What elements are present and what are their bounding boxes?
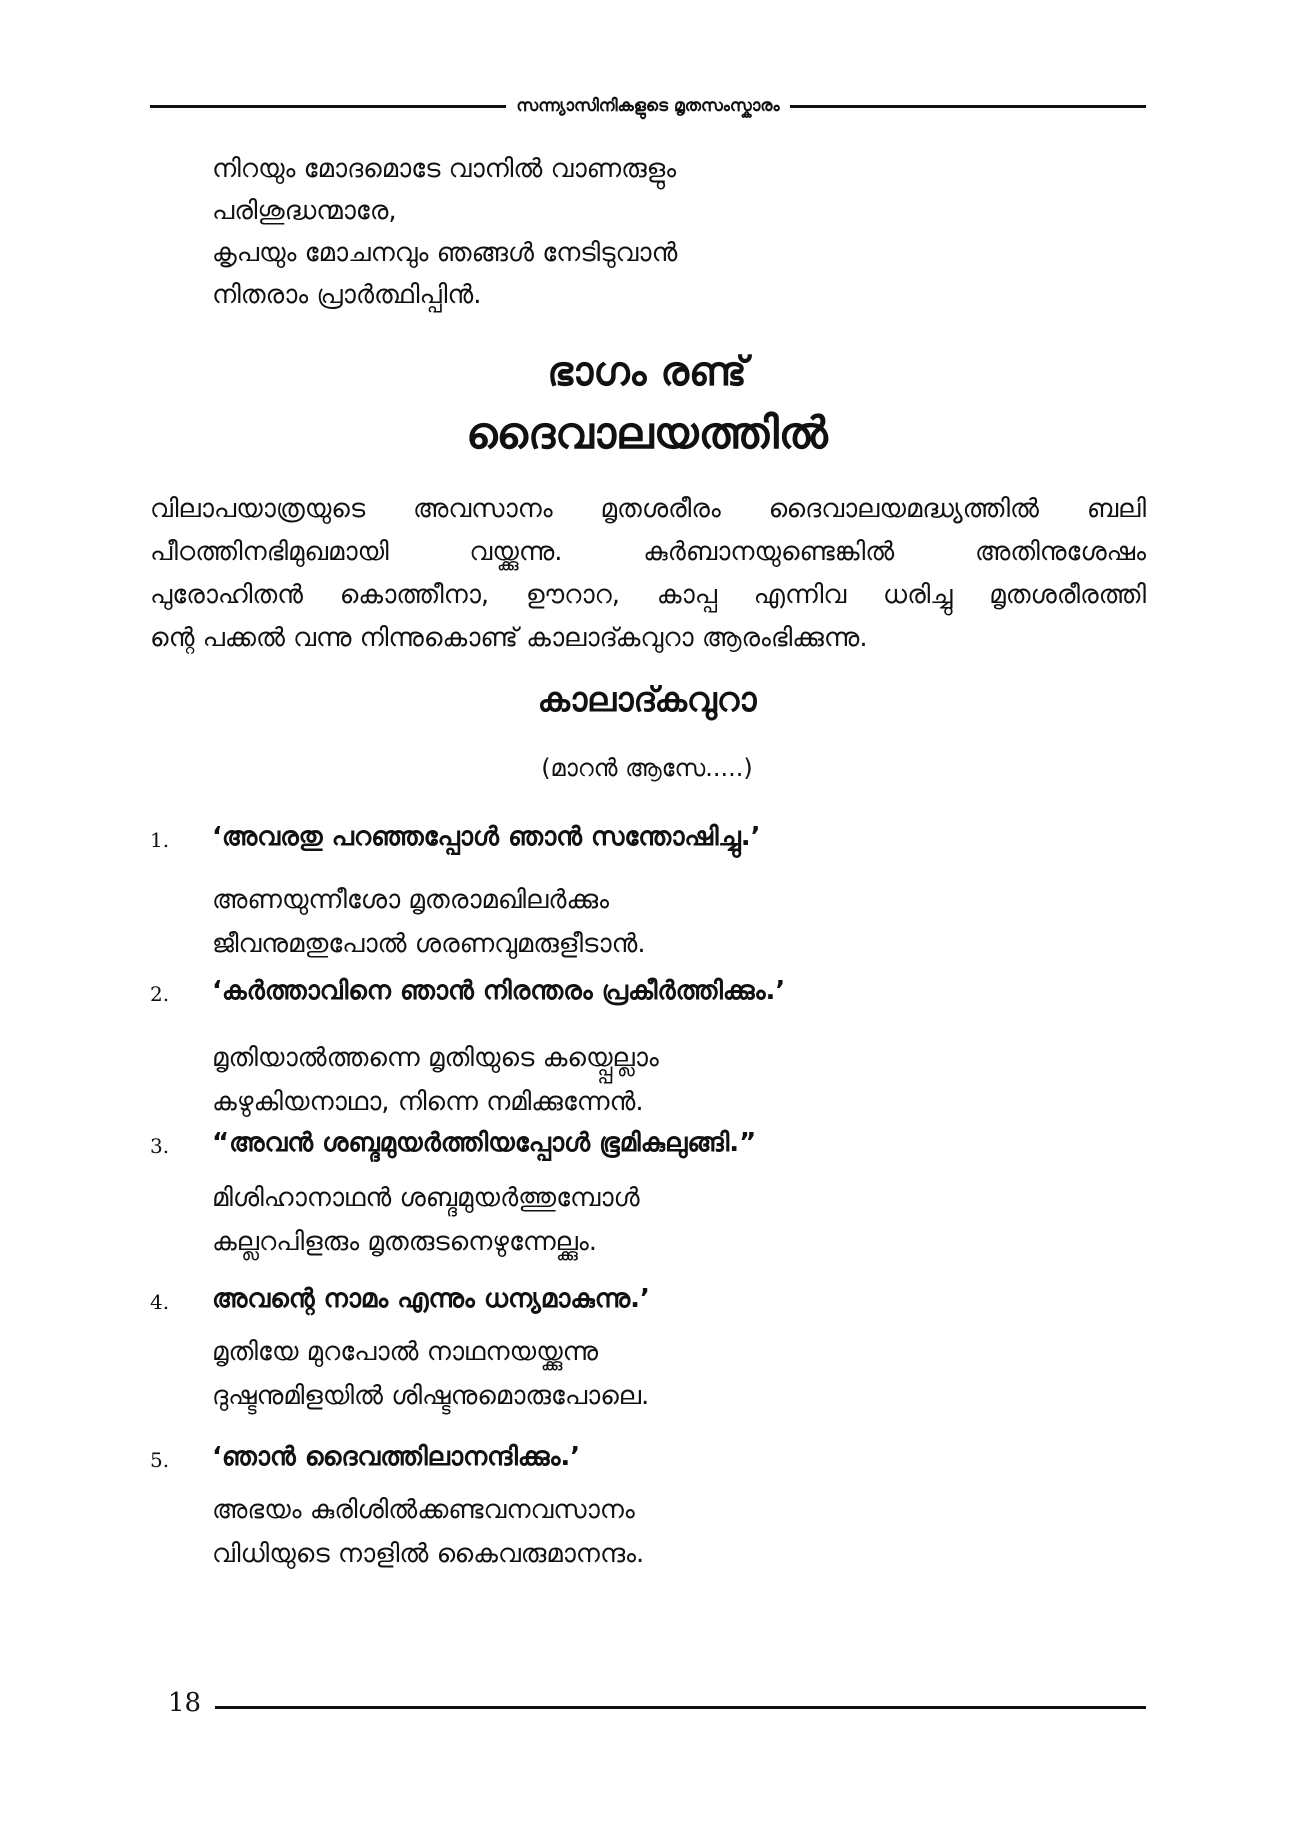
running-title: സന്ന്യാസിനികളുടെ മൃതസംസ്കാരം [516, 96, 780, 116]
header-rule-left [150, 105, 506, 108]
stanza-lines [212, 1036, 659, 1124]
rubric-paragraph [150, 488, 1146, 660]
tune-indication: (മാറൻ ആസേ.....) [541, 754, 753, 782]
page-footer [168, 1686, 1146, 1720]
footer-rule [215, 1706, 1146, 1709]
stanza-line: കഴുകിയനാഥാ, നിന്നെ നമിക്കുന്നേൻ. [212, 1087, 644, 1117]
stanza-line: അണയുന്നീശോ മൃതരാമഖിലർക്കും [212, 885, 610, 915]
stanza-line: കല്ലറപിളരും മൃതരുടനെഴുന്നേല്ക്കും. [212, 1227, 598, 1257]
page-number: 18 [168, 1688, 202, 1718]
stanza-line: അഭയം കുരിശിൽക്കണ്ടവനവസാനം [212, 1495, 635, 1525]
verse-line: കൃപയും മോചനവും ഞങ്ങൾ നേടിടുവാൻ [212, 238, 678, 268]
stanza-line: ദുഷ്ടനുമിളയിൽ ശിഷ്ടനുമൊരുപോലെ. [212, 1381, 650, 1411]
stanza-refrain: ‘അവരതു പറഞ്ഞപ്പോൾ ഞാൻ സന്തോഷിച്ചു.’ [212, 822, 761, 852]
stanza-number: 4. [150, 1290, 170, 1314]
stanza-line: മിശിഹാനാഥൻ ശബ്ദമുയർത്തുമ്പോൾ [212, 1183, 640, 1213]
paragraph-line: പുരോഹിതൻ കൊത്തീനാ, ഊറാറ, കാപ്പ എന്നിവ ധരിച്ചു മൃതശരീരത്തി [150, 580, 1146, 610]
opening-verse [212, 148, 677, 316]
paragraph-line: പീഠത്തിനഭിമുഖമായി വയ്ക്കുന്നു. കുർബാനയുണ്ടെങ്കിൽ അതിനുശേഷം [150, 537, 1146, 567]
stanza-line: മൃതിയേ മുറപോൽ നാഥനയയ്ക്കുന്നു [212, 1337, 599, 1367]
stanza-lines [212, 878, 646, 966]
stanza-number: 2. [150, 982, 170, 1006]
stanza-refrain: ‘ഞാൻ ദൈവത്തിലാനന്ദിക്കും.’ [212, 1442, 581, 1472]
stanza-lines [212, 1176, 640, 1264]
stanza-refrain: അവന്റെ നാമം എന്നും ധന്യമാകുന്നു.’ [212, 1284, 650, 1314]
paragraph-line: വിലാപയാത്രയുടെ അവസാനം മൃതശരീരം ദൈവാലയമദ്ധ്യത്തിൽ ബലി [150, 494, 1146, 524]
stanza-refrain: “അവൻ ശബ്ദമുയർത്തിയപ്പോൾ ഭൂമികുലുങ്ങി.” [212, 1128, 757, 1158]
stanza-line: വിധിയുടെ നാളിൽ കൈവരുമാനന്ദം. [212, 1539, 645, 1569]
stanza-number: 1. [150, 828, 170, 852]
verse-line: നിറയും മോദമൊടേ വാനിൽ വാണരുളും [212, 154, 677, 184]
hymn-title: കാലാദ്കവുറാ [537, 680, 757, 720]
header-rule-right [790, 105, 1146, 108]
verse-line: പരിശുദ്ധന്മാരേ, [212, 196, 397, 226]
stanza-lines [212, 1330, 649, 1418]
section-title: ദൈവാലയത്തിൽ [466, 408, 828, 459]
stanza-refrain: ‘കർത്താവിനെ ഞാൻ നിരന്തരം പ്രകീർത്തിക്കും.’ [212, 976, 786, 1006]
stanza-number: 5. [150, 1448, 170, 1472]
paragraph-line: ന്റെ പക്കൽ വന്നു നിന്നുകൊണ്ട് കാലാദ്കവുറാ ആരംഭിക്കുന്നു. [150, 623, 868, 653]
verse-line: നിതരാം പ്രാർത്ഥിപ്പിൻ. [212, 280, 482, 310]
stanza-line: മൃതിയാൽത്തന്നെ മൃതിയുടെ കയ്പ്പെല്ലാം [212, 1043, 659, 1073]
stanza-line: ജീവനുമതുപോൽ ശരണവുമരുളീടാൻ. [212, 929, 646, 959]
stanza-lines [212, 1488, 644, 1576]
stanza-number: 3. [150, 1134, 170, 1158]
part-title: ഭാഗം രണ്ട് [547, 348, 747, 395]
running-header [150, 92, 1146, 120]
